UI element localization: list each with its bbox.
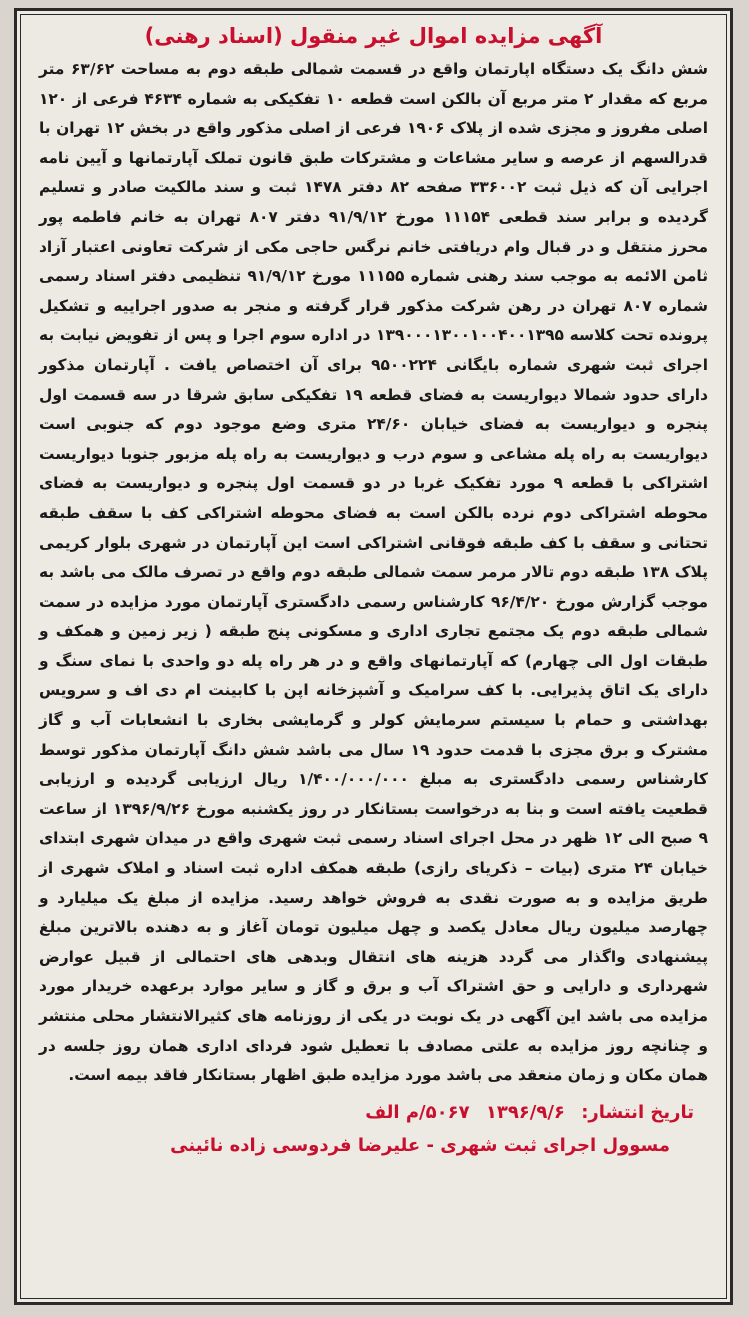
notice-body: شش دانگ یک دستگاه اپارتمان واقع در قسمت شمالی طبقه دوم به مساحت ۶۳/۶۲ متر مربع که مقدار ۲ متر مربع آن بالکن است قطعه ۱۰ تفکیکی به شماره ۴۶۳۴ فرعی از ۱۲۰ اصلی مفروز و مجزی شده از پلاک ۱۹۰۶ فرعی از اصلی مذکور واقع در بخش ۱۲ تهران با قدرالسهم از عرصه و سایر مشاعات و مشترکات طبق قانون تملک آپارتمانها و آیین نامه اجرایی آن که ذیل ثبت ۳۳۶۰۰۲ صفحه ۸۲ دفتر ۱۴۷۸ ثبت و سند مالکیت صادر و تسلیم گردیده و برابر سند قطعی ۱۱۱۵۴ مورخ ۹۱/۹/۱۲ دفتر ۸۰۷ تهران به خانم فاطمه پور محرز منتقل و در قبال وام دریافتی خانم نرگس حاجی مکی از شرکت تعاونی اعتبار آزاد ثامن الائمه به موجب سند رهنی شماره ۱۱۱۵۵ مورخ ۹۱/۹/۱۲ تنظیمی دفتر اسناد رسمی شماره ۸۰۷ تهران در رهن شرکت مذکور قرار گرفته و منجر به صدور اجراییه و تشکیل پرونده تحت کلاسه ۱۳۹۰۰۰۱۳۰۰۱۰۰۴۰۰۱۳۹۵ در اداره سوم اجرا و پس از تفویض نیابت به اجرای ثبت شهری شماره بایگانی ۹۵۰۰۲۲۴ برای آن اختصاص یافت . آپارتمان مذکور دارای حدود شمالا دیواریست به فضای قطعه ۱۹ تفکیکی سابق شرقا در سه قسمت اول پنجره و دیواریست به فضای خیابان ۲۴/۶۰ متری وضع موجود دوم که جنوبی است دیواریست به راه پله مشاعی و سوم درب و دیواریست به راه پله مزبور جنوبا دیواریست اشتراکی با قطعه ۹ مورد تفکیک غربا در دو قسمت اول پنجره و دیواریست به فضای محوطه اشتراکی دوم نرده بالکن است به فضای محوطه اشتراکی کف با سقف طبقه تحتانی و سقف با کف طبقه فوقانی اشتراکی است این آپارتمان در شهری بلوار کریمی پلاک ۱۳۸ طبقه دوم تالار مرمر سمت شمالی طبقه دوم واقع در تصرف مالک می باشد به موجب گزارش مورخ ۹۶/۴/۲۰ کارشناس رسمی دادگستری آپارتمان مورد مزایده در سمت شمالی طبقه دوم یک مجتمع تجاری اداری و مسکونی پنج طبقه ( زیر زمین و همکف و طبقات اول الی چهارم) که آپارتمانهای واقع و در هر راه پله دو واحدی با نمای سنگ و دارای یک اتاق پذیرایی. با کف سرامیک و آشپزخانه اپن با کابینت ام دی اف و سرویس بهداشتی و حمام با سیستم سرمایش کولر و گرمایشی بخاری با انشعابات آب و گاز مشترک و برق مجزی با قدمت حدود ۱۹ سال می باشد شش دانگ آپارتمان مذکور توسط کارشناس رسمی دادگستری به مبلغ ۱/۴۰۰/۰۰۰/۰۰۰ ریال ارزیابی گردیده و ارزیابی قطعیت یافته است و بنا به درخواست بستانکار در روز یکشنبه مورخ ۱۳۹۶/۹/۲۶ از ساعت ۹ صبح الی ۱۲ ظهر در محل اجرای اسناد رسمی ثبت شهری واقع در میدان شهری ابتدای خیابان ۲۴ متری (بیات – ذکریای رازی) طبقه همکف اداره ثبت اسناد و املاک شهری از طریق مزایده و به صورت نقدی به فروش خواهد رسید. مزایده از مبلغ یک میلیارد و چهارصد میلیون ریال معادل یکصد و چهل میلیون تومان آغاز و به دهنده بالاترین مبلغ پیشنهادی واگذار می گردد هزینه های انتقال وبدهی های احتمالی از قبیل عوارض شهرداری و دارایی و حق اشتراک آب و برق و گاز و سایر موارد برعهده خریدار مورد مزایده می باشد این آگهی در یک نوبت در یکی از روزنامه های کثیرالانتشار محلی منتشر و چنانچه روز مزایده به علتی مصادف با تعطیل شود فردای اداری همان روز جلسه در همان مکان و زمان منعقد می باشد مورد مزایده طبق اظهار بستانکار فاقد بیمه است. — [39, 60, 709, 1085]
auction-notice — [14, 8, 733, 1305]
reference-number: ۵۰۶۷/م الف — [365, 1101, 470, 1123]
publish-date-label: تاریخ انتشار: — [581, 1101, 694, 1123]
notice-footer — [39, 1097, 708, 1163]
notice-title: آگهی مزایده اموال غیر منقول (اسناد رهنی) — [144, 24, 603, 48]
publish-date-line — [39, 1097, 708, 1129]
official-signature: مسوول اجرای ثبت شهری - علیرضا فردوسی زاده نائینی — [170, 1134, 670, 1156]
publish-date: ۱۳۹۶/۹/۶ — [485, 1101, 565, 1123]
